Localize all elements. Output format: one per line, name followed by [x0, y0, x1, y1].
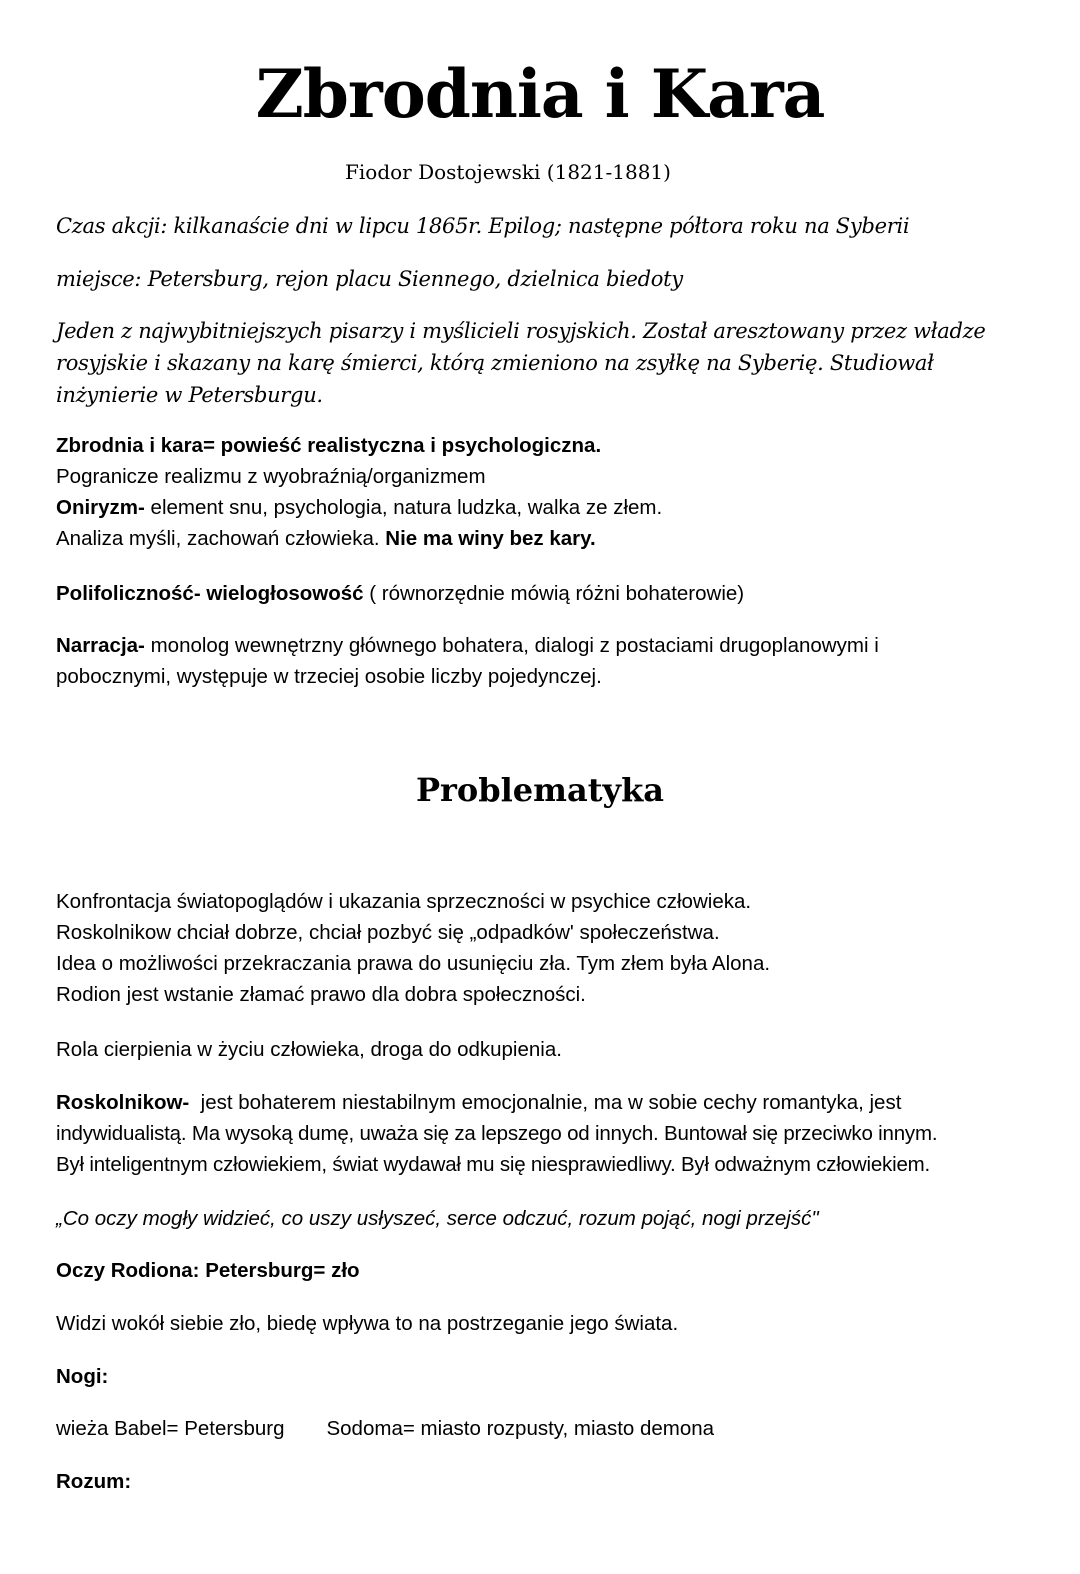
- oniryzm-term: Oniryzm-: [56, 496, 145, 519]
- spacer: [284, 1413, 326, 1444]
- problematyka-paragraph: [56, 886, 1026, 1010]
- genre-line: Pogranicze realizmu z wyobraźnią/organizmem: [56, 465, 486, 488]
- roskolnikow-text: jest bohaterem niestabilnym emocjonalnie, ma w sobie cechy romantyka, jest: [189, 1091, 902, 1114]
- roskolnikow-text-cont: Był inteligentnym człowiekiem, świat wydawał mu się niesprawiedliwy. Był odważnym człowiekiem.: [56, 1153, 931, 1176]
- section-heading-problematyka: Problematyka: [415, 771, 665, 809]
- genre-section: [56, 430, 1026, 554]
- oczy-heading: Oczy Rodiona: Petersburg= zło: [56, 1259, 360, 1282]
- analiza-text: Analiza myśli, zachowań człowieka.: [56, 527, 386, 550]
- page-title: Zbrodnia i Kara: [255, 55, 825, 133]
- bio-line: rosyjskie i skazany na karę śmierci, którą zmieniono na zsyłkę na Syberię. Studiował: [56, 351, 934, 375]
- oczy-text: Widzi wokół siebie zło, biedę wpływa to na postrzeganie jego świata.: [56, 1312, 679, 1335]
- analiza-bold: Nie ma winy bez kary.: [385, 527, 596, 550]
- paragraph-line: Roskolnikow chciał dobrze, chciał pozbyć się „odpadków' społeczeństwa.: [56, 921, 720, 944]
- genre-heading: Zbrodnia i kara= powieść realistyczna i psychologiczna.: [56, 434, 602, 457]
- polifonicznosc-term: Polifoliczność- wielogłosowość: [56, 582, 364, 605]
- paragraph-line: Idea o możliwości przekraczania prawa do usunięciu zła. Tym złem była Alona.: [56, 952, 771, 975]
- rozum-heading: Rozum:: [56, 1470, 132, 1493]
- narracja-text-cont: pobocznymi, występuje w trzeciej osobie liczby pojedynczej.: [56, 665, 602, 688]
- roskolnikow-text-cont: indywidualistą. Ma wysoką dumę, uważa się za lepszego od innych. Buntował się przeciwko innym.: [56, 1122, 938, 1145]
- paragraph-line: Konfrontacja światopoglądów i ukazania sprzeczności w psychice człowieka.: [56, 890, 752, 913]
- narracja-text: monolog wewnętrzny głównego bohatera, dialogi z postaciami drugoplanowymi i: [144, 634, 879, 657]
- nogi-left: wieża Babel= Petersburg: [56, 1417, 285, 1440]
- quote: „Co oczy mogły widzieć, co uszy usłyszeć, serce odczuć, rozum pojąć, nogi przejść": [56, 1207, 819, 1230]
- paragraph-line: Rodion jest wstanie złamać prawo dla dobra społeczności.: [56, 983, 586, 1006]
- nogi-heading: Nogi:: [56, 1365, 109, 1388]
- roskolnikow-paragraph: [56, 1087, 1026, 1180]
- roskolnikow-term: Roskolnikow-: [56, 1091, 190, 1114]
- narracja-term: Narracja-: [56, 634, 145, 657]
- nogi-right: Sodoma= miasto rozpusty, miasto demona: [326, 1417, 715, 1440]
- bio-line: Jeden z najwybitniejszych pisarzy i myślicieli rosyjskich. Został aresztowany przez władze: [56, 319, 986, 343]
- polifonicznosc: [56, 578, 1026, 609]
- author-bio: [56, 315, 1016, 411]
- cierpienie-line: Rola cierpienia w życiu człowieka, droga do odkupienia.: [56, 1038, 562, 1061]
- narracja: [56, 630, 1026, 692]
- nogi-row: [56, 1413, 1026, 1444]
- bio-line: inżynierie w Petersburgu.: [56, 383, 323, 407]
- miejsce: miejsce: Petersburg, rejon placu Siennego, dzielnica biedoty: [56, 267, 683, 291]
- polifonicznosc-text: ( równorzędnie mówią różni bohaterowie): [363, 582, 745, 605]
- oniryzm-text: element snu, psychologia, natura ludzka, walka ze złem.: [144, 496, 663, 519]
- author-line: Fiodor Dostojewski (1821-1881): [345, 160, 671, 184]
- czas-akcji: Czas akcji: kilkanaście dni w lipcu 1865r. Epilog; następne półtora roku na Syberii: [56, 214, 910, 238]
